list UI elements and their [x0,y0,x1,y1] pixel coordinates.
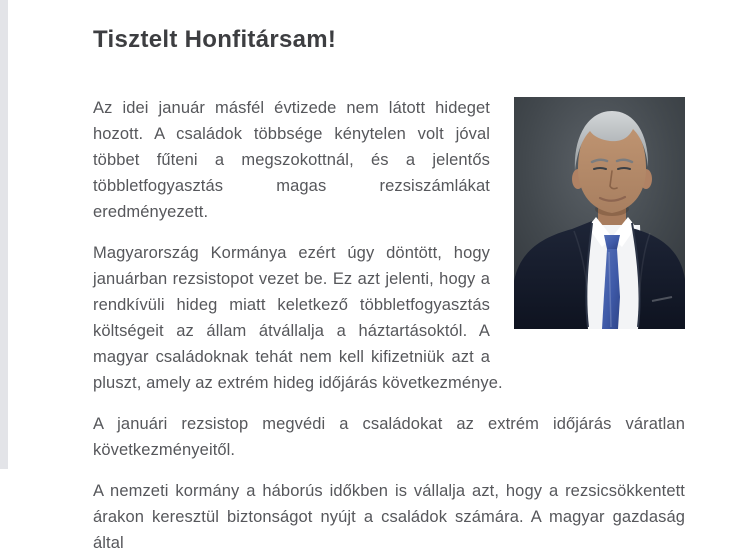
portrait-illustration [514,97,685,329]
letter-title: Tisztelt Honfitársam! [93,26,337,53]
letter-paragraph-2: Magyarország Kormánya ezért úgy döntött, hogy januárban rezsistopot vezet be. Ez azt jelenti, hogy a rendkívüli hideg miatt keletkező többletfogyasztás költségeit az állam átvállalja a háztartásoktól. A magyar családoknak tehát nem kell kifizetniük azt a pluszt, amely az extrém hideg időjárás következménye. [93,244,503,392]
letter-body [93,95,685,556]
portrait-photo [514,97,685,329]
page-left-gutter [0,0,8,469]
letter-paragraph-4: A nemzeti kormány a háborús időkben is vállalja azt, hogy a rezsicsökkentett árakon keresztül biztonságot nyújt a családok számára. A magyar gazdaság által [93,482,685,552]
letter-paragraph-1: Az idei január másfél évtizede nem látott hideget hozott. A családok többsége kénytelen volt jóval többet fűteni a megszokottnál, és a jelentős többletfogyasztás magas rezsiszámlákat eredményezett. [93,99,490,221]
letter-paragraph-3: A januári rezsistop megvédi a családokat az extrém időjárás váratlan következményeitől. [93,415,685,459]
letter-content [93,0,685,556]
